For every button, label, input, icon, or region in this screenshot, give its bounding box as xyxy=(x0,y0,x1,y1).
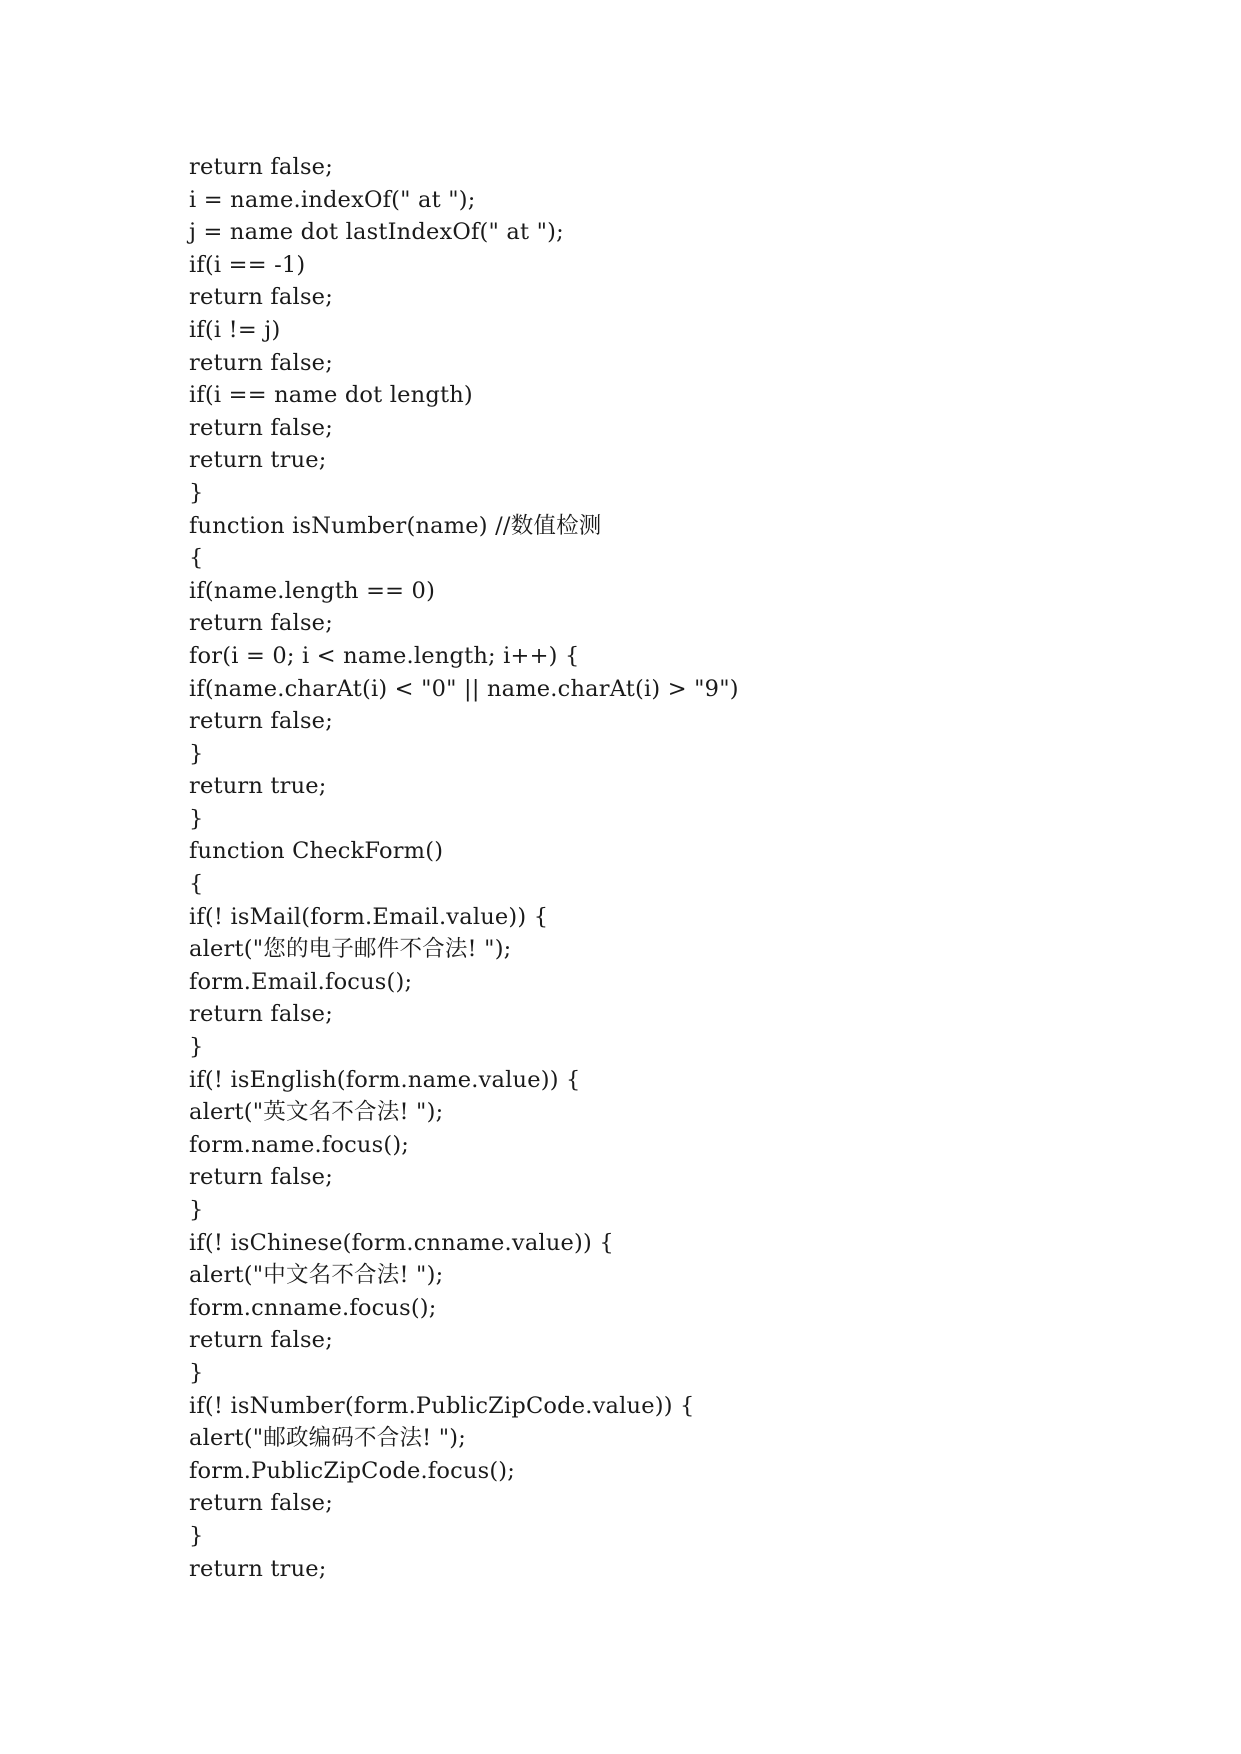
code-line: i = name.indexOf(" at "); xyxy=(189,186,476,213)
code-line: return false; xyxy=(189,1001,333,1028)
code-line: } xyxy=(189,1197,204,1223)
code-line: form.Email.focus(); xyxy=(189,968,413,995)
code-line: return false; xyxy=(189,708,333,735)
code-line: if(i != j) xyxy=(189,316,281,343)
code-line: return false; xyxy=(189,414,333,441)
code-line: } xyxy=(189,1359,204,1386)
code-line: for(i = 0; i < name.length; i++) { xyxy=(189,642,580,669)
code-line: if(! isMail(form.Email.value)) { xyxy=(189,903,549,930)
code-line: if(i == -1) xyxy=(189,251,306,278)
code-line: if(! isNumber(form.PublicZipCode.value)) { xyxy=(189,1392,695,1419)
code-line: return true; xyxy=(189,1555,327,1582)
code-line: } xyxy=(189,740,204,767)
code-line: if(i == name dot length) xyxy=(189,382,473,409)
code-listing xyxy=(189,151,739,1585)
code-line: form.cnname.focus(); xyxy=(189,1294,437,1321)
code-line: } xyxy=(189,1034,204,1061)
code-line: alert("您的电子邮件不合法! "); xyxy=(189,936,512,963)
code-line: { xyxy=(189,871,204,898)
code-line: j = name dot lastIndexOf(" at "); xyxy=(189,219,564,246)
code-line: if(! isEnglish(form.name.value)) { xyxy=(189,1066,581,1093)
code-line: form.PublicZipCode.focus(); xyxy=(189,1457,516,1484)
code-line: return true; xyxy=(189,447,327,474)
code-line: return true; xyxy=(189,773,327,800)
code-line: return false; xyxy=(189,1490,333,1517)
code-line: if(name.length == 0) xyxy=(189,577,436,604)
code-line: } xyxy=(189,805,204,832)
code-line: return false; xyxy=(189,1164,333,1191)
code-line: if(name.charAt(i) < "0" || name.charAt(i) > "9") xyxy=(189,675,739,702)
code-line: return false; xyxy=(189,1327,333,1354)
code-line: return false; xyxy=(189,349,333,376)
code-line: function CheckForm() xyxy=(189,838,444,865)
code-line: } xyxy=(189,1522,204,1549)
code-line: function isNumber(name) //数值检测 xyxy=(189,512,602,539)
code-line: alert("中文名不合法! "); xyxy=(189,1262,444,1289)
code-line: return false; xyxy=(189,154,333,180)
code-line: } xyxy=(189,479,204,506)
code-line: return false; xyxy=(189,284,333,311)
code-line: { xyxy=(189,545,204,572)
code-line: return false; xyxy=(189,610,333,637)
code-line: alert("英文名不合法! "); xyxy=(189,1099,444,1126)
code-line: form.name.focus(); xyxy=(189,1131,410,1158)
code-line: alert("邮政编码不合法! "); xyxy=(189,1425,467,1452)
code-line: if(! isChinese(form.cnname.value)) { xyxy=(189,1229,614,1256)
